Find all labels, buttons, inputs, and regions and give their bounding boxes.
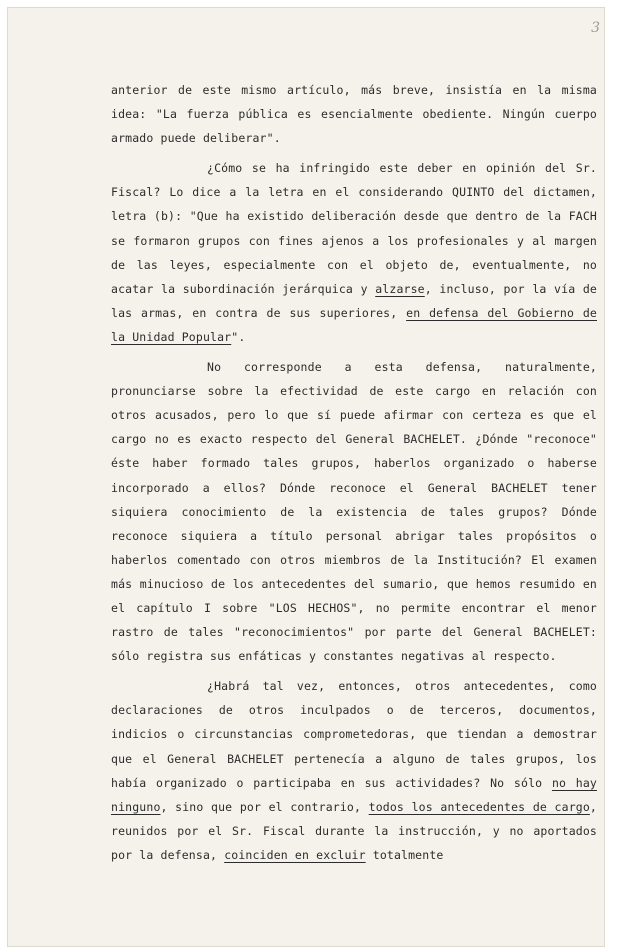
paragraph-3 xyxy=(111,355,597,668)
text-segment: anterior de este mismo artículo, más breve, insistía en la misma idea: "La fuerza pública es esencialmente obediente. Ningún cuerpo armado puede deliberar". xyxy=(111,83,597,146)
underlined-text: todos los antecedentes de cargo xyxy=(368,799,590,814)
underlined-text: en defensa del Gobierno de la Unidad Popular xyxy=(111,305,597,344)
paragraph-2 xyxy=(111,156,597,349)
paragraph-1 xyxy=(111,78,597,150)
underlined-text: no hay ninguno xyxy=(111,775,597,814)
text-segment: , incluso, por la vía de las armas, en contra de sus superiores, xyxy=(111,281,597,320)
text-segment: ¿Cómo se ha infringido este deber en opinión del Sr. Fiscal? Lo dice a la letra en el considerando QUINTO del dictamen, letra (b): "Que ha existido deliberación desde que dentro de la FACH se formaron grupos con fines ajenos a los profesionales y al margen de las leyes, especialmente con el objeto de, eventualmente, no acatar la subordinación jerárquica y xyxy=(111,161,597,296)
text-segment: ¿Habrá tal vez, entonces, otros antecedentes, como declaraciones de otros inculpados o de terceros, documentos, indicios o circunstancias comprometedoras, que tiendan a demostrar que el General BACHELET pertenecía a alguno de tales grupos, los había organizado o participaba en sus actividades? No sólo xyxy=(111,679,597,790)
underlined-text: alzarse xyxy=(375,281,425,296)
document-page xyxy=(8,8,604,946)
page-number-mark: 3 xyxy=(591,20,600,36)
text-segment: ". xyxy=(231,329,246,344)
text-segment: , reunidos por el Sr. Fiscal durante la instrucción, y no aportados por la defensa, xyxy=(111,799,597,862)
text-segment: , sino que por el contrario, xyxy=(160,799,369,814)
document-body xyxy=(111,78,597,867)
underlined-text: coinciden en excluir xyxy=(224,847,366,862)
text-segment: No corresponde a esta defensa, naturalmente, pronunciarse sobre la efectividad de este cargo en relación con otros acusados, pero lo que sí puede afirmar con certeza es que el cargo no es exacto respecto del General BACHELET. ¿Dónde "reconoce" éste haber formado tales grupos, haberlos organizado o haberse incorporado a ellos? Dónde reconoce el General BACHELET tener siquiera conocimiento de la existencia de tales grupos? Dónde reconoce siquiera a título personal abrigar tales propósitos o haberlos comentado con otros miembros de la Institución? El examen más minucioso de los antecedentes del sumario, que hemos resumido en el capítulo I sobre "LOS HECHOS", no permite encontrar el menor rastro de tales "reconocimientos" por parte del General BACHELET: sólo registra sus enfáticas y constantes negativas al respecto. xyxy=(111,360,597,664)
paragraph-4 xyxy=(111,674,597,867)
text-segment: totalmente xyxy=(365,847,444,862)
